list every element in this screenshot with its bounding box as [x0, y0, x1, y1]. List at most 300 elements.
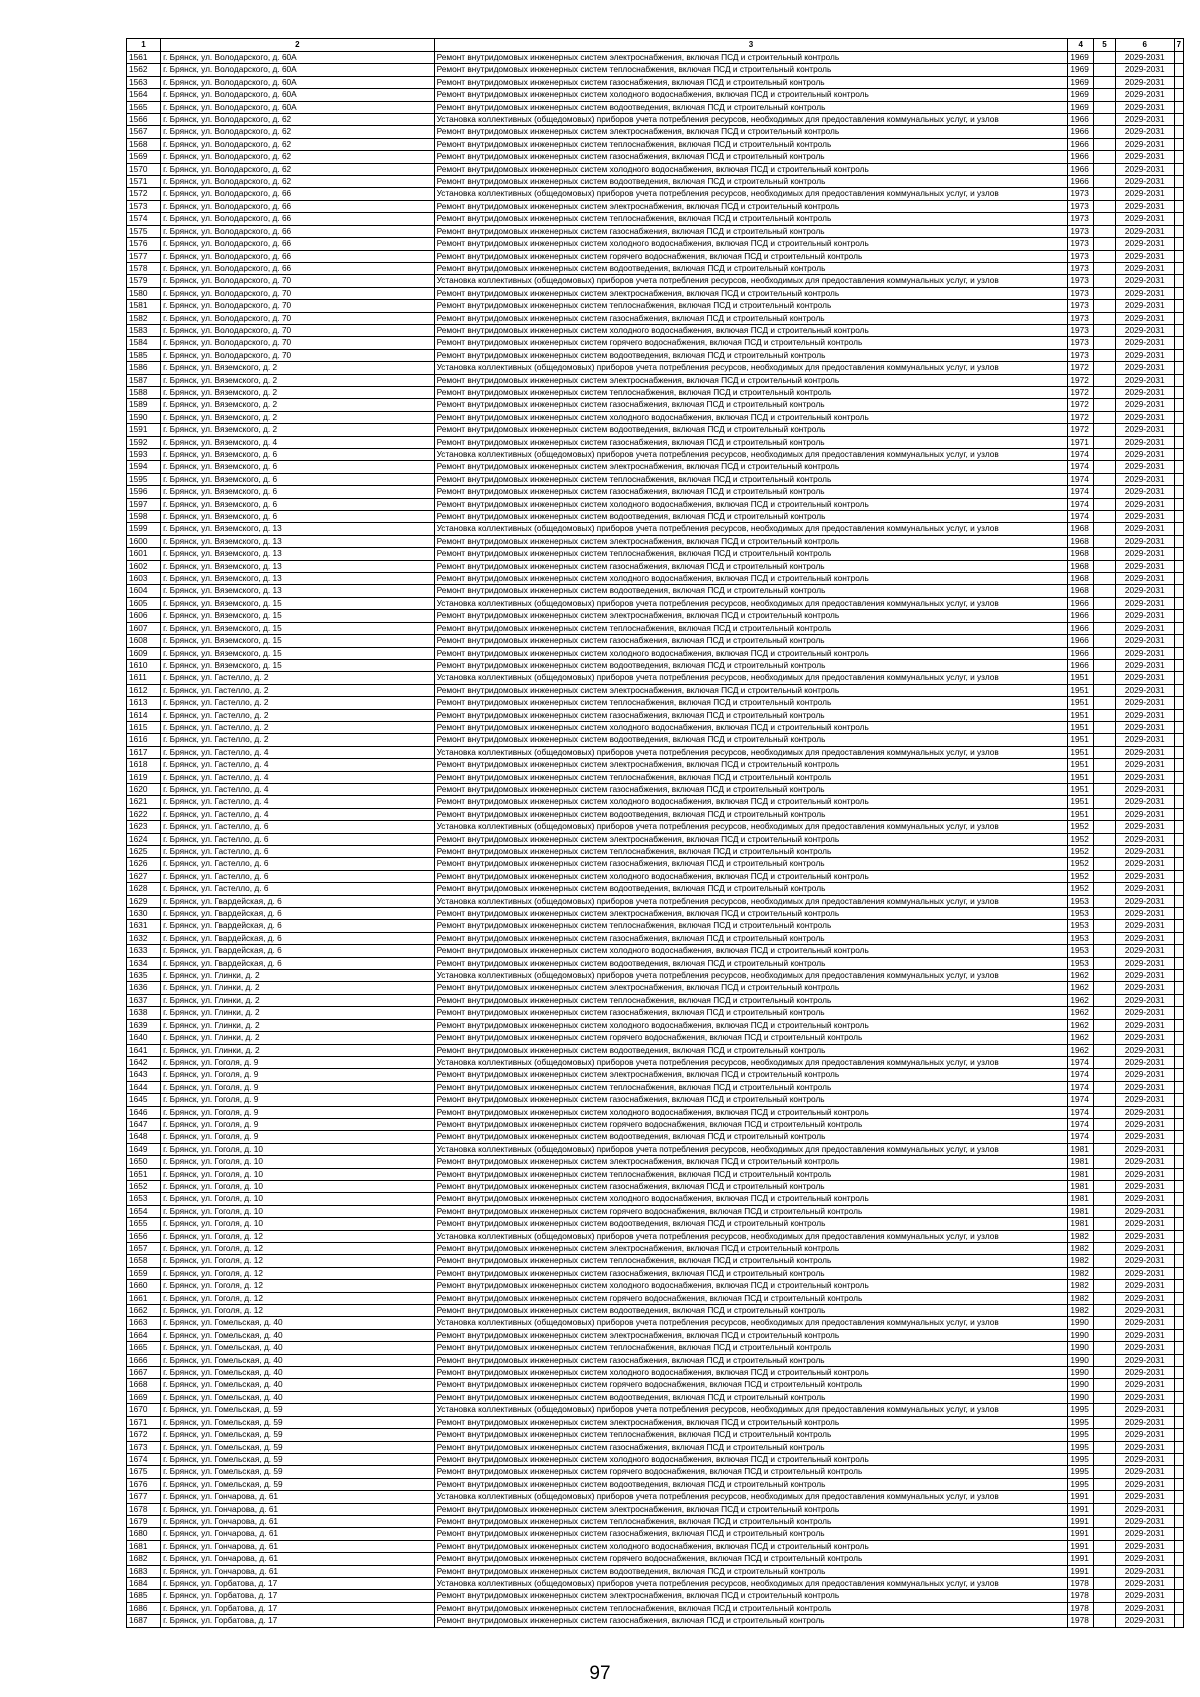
work-description: Установка коллективных (общедомовых) приборов учета потребления ресурсов, необходимых для предоставления коммунальных услуг, и узлов	[434, 970, 1068, 982]
works-table	[126, 38, 1184, 1628]
address: г. Брянск, ул. Гомельская, д. 40	[161, 1329, 435, 1341]
col7-cell	[1174, 275, 1183, 287]
work-description: Ремонт внутридомовых инженерных систем водоотведения, включая ПСД и строительный контроль	[434, 659, 1068, 671]
address: г. Брянск, ул. Гастелло, д. 4	[161, 783, 435, 795]
col5-cell	[1094, 821, 1116, 833]
period: 2029-2031	[1115, 734, 1174, 746]
build-year: 1968	[1068, 535, 1094, 547]
address: г. Брянск, ул. Гончарова, д. 61	[161, 1540, 435, 1552]
row-number: 1565	[127, 101, 161, 113]
col7-cell	[1174, 424, 1183, 436]
address: г. Брянск, ул. Володарского, д. 60А	[161, 89, 435, 101]
address: г. Брянск, ул. Вяземского, д. 15	[161, 597, 435, 609]
col7-cell	[1174, 1354, 1183, 1366]
address: г. Брянск, ул. Гоголя, д. 10	[161, 1168, 435, 1180]
row-number: 1614	[127, 709, 161, 721]
period: 2029-2031	[1115, 1354, 1174, 1366]
table-row	[127, 1466, 1184, 1478]
row-number: 1588	[127, 386, 161, 398]
row-number: 1650	[127, 1156, 161, 1168]
table-row	[127, 151, 1184, 163]
table-row	[127, 523, 1184, 535]
row-number: 1608	[127, 635, 161, 647]
table-row	[127, 1367, 1184, 1379]
period: 2029-2031	[1115, 1342, 1174, 1354]
work-description: Ремонт внутридомовых инженерных систем холодного водоснабжения, включая ПСД и строительный контроль	[434, 573, 1068, 585]
col5-cell	[1094, 1305, 1116, 1317]
col7-cell	[1174, 920, 1183, 932]
col5-cell	[1094, 1553, 1116, 1565]
address: г. Брянск, ул. Гвардейская, д. 6	[161, 945, 435, 957]
col5-cell	[1094, 1615, 1116, 1627]
address: г. Брянск, ул. Гоголя, д. 9	[161, 1069, 435, 1081]
build-year: 1981	[1068, 1168, 1094, 1180]
build-year: 1973	[1068, 287, 1094, 299]
row-number: 1564	[127, 89, 161, 101]
period: 2029-2031	[1115, 1267, 1174, 1279]
table-row	[127, 511, 1184, 523]
work-description: Ремонт внутридомовых инженерных систем газоснабжения, включая ПСД и строительный контроль	[434, 436, 1068, 448]
col-header-3: 3	[434, 39, 1068, 52]
table-row	[127, 721, 1184, 733]
row-number: 1599	[127, 523, 161, 535]
address: г. Брянск, ул. Вяземского, д. 15	[161, 635, 435, 647]
col7-cell	[1174, 895, 1183, 907]
col7-cell	[1174, 1205, 1183, 1217]
row-number: 1686	[127, 1602, 161, 1614]
period: 2029-2031	[1115, 386, 1174, 398]
table-row	[127, 1429, 1184, 1441]
row-number: 1609	[127, 647, 161, 659]
table-row	[127, 821, 1184, 833]
build-year: 1966	[1068, 635, 1094, 647]
col7-cell	[1174, 1032, 1183, 1044]
period: 2029-2031	[1115, 1540, 1174, 1552]
col7-cell	[1174, 213, 1183, 225]
address: г. Брянск, ул. Гоголя, д. 12	[161, 1243, 435, 1255]
work-description: Ремонт внутридомовых инженерных систем газоснабжения, включая ПСД и строительный контроль	[434, 225, 1068, 237]
build-year: 1974	[1068, 1106, 1094, 1118]
period: 2029-2031	[1115, 200, 1174, 212]
row-number: 1587	[127, 374, 161, 386]
row-number: 1678	[127, 1503, 161, 1515]
address: г. Брянск, ул. Вяземского, д. 2	[161, 374, 435, 386]
row-number: 1590	[127, 411, 161, 423]
period: 2029-2031	[1115, 163, 1174, 175]
col7-cell	[1174, 573, 1183, 585]
build-year: 1962	[1068, 1007, 1094, 1019]
build-year: 1991	[1068, 1528, 1094, 1540]
period: 2029-2031	[1115, 920, 1174, 932]
build-year: 1991	[1068, 1540, 1094, 1552]
period: 2029-2031	[1115, 262, 1174, 274]
period: 2029-2031	[1115, 188, 1174, 200]
address: г. Брянск, ул. Гастелло, д. 4	[161, 746, 435, 758]
col7-cell	[1174, 982, 1183, 994]
table-row	[127, 970, 1184, 982]
col5-cell	[1094, 808, 1116, 820]
col7-cell	[1174, 709, 1183, 721]
col7-cell	[1174, 721, 1183, 733]
col7-cell	[1174, 759, 1183, 771]
col7-cell	[1174, 858, 1183, 870]
build-year: 1974	[1068, 1118, 1094, 1130]
table-row	[127, 138, 1184, 150]
work-description: Установка коллективных (общедомовых) приборов учета потребления ресурсов, необходимых для предоставления коммунальных услуг, и узлов	[434, 275, 1068, 287]
col5-cell	[1094, 635, 1116, 647]
address: г. Брянск, ул. Гастелло, д. 4	[161, 759, 435, 771]
col5-cell	[1094, 1503, 1116, 1515]
col5-cell	[1094, 994, 1116, 1006]
build-year: 1962	[1068, 1032, 1094, 1044]
period: 2029-2031	[1115, 1565, 1174, 1577]
address: г. Брянск, ул. Гастелло, д. 4	[161, 808, 435, 820]
col7-cell	[1174, 1391, 1183, 1403]
build-year: 1952	[1068, 821, 1094, 833]
col7-cell	[1174, 1367, 1183, 1379]
row-number: 1685	[127, 1590, 161, 1602]
work-description: Ремонт внутридомовых инженерных систем теплоснабжения, включая ПСД и строительный контроль	[434, 1602, 1068, 1614]
table-row	[127, 1180, 1184, 1192]
work-description: Ремонт внутридомовых инженерных систем теплоснабжения, включая ПСД и строительный контроль	[434, 1429, 1068, 1441]
build-year: 1966	[1068, 622, 1094, 634]
col7-cell	[1174, 176, 1183, 188]
col5-cell	[1094, 138, 1116, 150]
period: 2029-2031	[1115, 1553, 1174, 1565]
col5-cell	[1094, 89, 1116, 101]
table-row	[127, 275, 1184, 287]
row-number: 1632	[127, 932, 161, 944]
col7-cell	[1174, 238, 1183, 250]
build-year: 1974	[1068, 449, 1094, 461]
col5-cell	[1094, 1478, 1116, 1490]
work-description: Ремонт внутридомовых инженерных систем теплоснабжения, включая ПСД и строительный контроль	[434, 548, 1068, 560]
period: 2029-2031	[1115, 932, 1174, 944]
col5-cell	[1094, 1515, 1116, 1527]
table-row	[127, 697, 1184, 709]
work-description: Ремонт внутридомовых инженерных систем электроснабжения, включая ПСД и строительный контроль	[434, 759, 1068, 771]
address: г. Брянск, ул. Гвардейская, д. 6	[161, 957, 435, 969]
address: г. Брянск, ул. Володарского, д. 60А	[161, 76, 435, 88]
col5-cell	[1094, 374, 1116, 386]
address: г. Брянск, ул. Володарского, д. 62	[161, 151, 435, 163]
table-body	[127, 52, 1184, 1628]
work-description: Ремонт внутридомовых инженерных систем холодного водоснабжения, включая ПСД и строительный контроль	[434, 1540, 1068, 1552]
col5-cell	[1094, 883, 1116, 895]
work-description: Установка коллективных (общедомовых) приборов учета потребления ресурсов, необходимых для предоставления коммунальных услуг, и узлов	[434, 746, 1068, 758]
build-year: 1951	[1068, 697, 1094, 709]
row-number: 1637	[127, 994, 161, 1006]
col7-cell	[1174, 250, 1183, 262]
col7-cell	[1174, 436, 1183, 448]
period: 2029-2031	[1115, 746, 1174, 758]
table-row	[127, 473, 1184, 485]
address: г. Брянск, ул. Гончарова, д. 61	[161, 1528, 435, 1540]
row-number: 1595	[127, 473, 161, 485]
table-row	[127, 1441, 1184, 1453]
col5-cell	[1094, 1069, 1116, 1081]
period: 2029-2031	[1115, 176, 1174, 188]
period: 2029-2031	[1115, 1230, 1174, 1242]
row-number: 1625	[127, 846, 161, 858]
period: 2029-2031	[1115, 225, 1174, 237]
table-row	[127, 262, 1184, 274]
build-year: 1973	[1068, 300, 1094, 312]
address: г. Брянск, ул. Гомельская, д. 40	[161, 1367, 435, 1379]
table-row	[127, 585, 1184, 597]
table-row	[127, 870, 1184, 882]
col5-cell	[1094, 1416, 1116, 1428]
col5-cell	[1094, 200, 1116, 212]
address: г. Брянск, ул. Глинки, д. 2	[161, 970, 435, 982]
build-year: 1968	[1068, 523, 1094, 535]
period: 2029-2031	[1115, 672, 1174, 684]
col7-cell	[1174, 188, 1183, 200]
col7-cell	[1174, 1156, 1183, 1168]
build-year: 1962	[1068, 970, 1094, 982]
build-year: 1995	[1068, 1478, 1094, 1490]
work-description: Установка коллективных (общедомовых) приборов учета потребления ресурсов, необходимых для предоставления коммунальных услуг, и узлов	[434, 1491, 1068, 1503]
table-row	[127, 597, 1184, 609]
table-row	[127, 1491, 1184, 1503]
col7-cell	[1174, 163, 1183, 175]
col5-cell	[1094, 1218, 1116, 1230]
table-row	[127, 287, 1184, 299]
work-description: Ремонт внутридомовых инженерных систем теплоснабжения, включая ПСД и строительный контроль	[434, 64, 1068, 76]
table-row	[127, 1515, 1184, 1527]
table-row	[127, 548, 1184, 560]
row-number: 1610	[127, 659, 161, 671]
build-year: 1969	[1068, 52, 1094, 64]
col7-cell	[1174, 498, 1183, 510]
address: г. Брянск, ул. Глинки, д. 2	[161, 994, 435, 1006]
table-row	[127, 957, 1184, 969]
build-year: 1995	[1068, 1404, 1094, 1416]
row-number: 1561	[127, 52, 161, 64]
col7-cell	[1174, 1379, 1183, 1391]
col5-cell	[1094, 1354, 1116, 1366]
period: 2029-2031	[1115, 1317, 1174, 1329]
build-year: 1966	[1068, 126, 1094, 138]
work-description: Ремонт внутридомовых инженерных систем холодного водоснабжения, включая ПСД и строительный контроль	[434, 163, 1068, 175]
build-year: 1951	[1068, 796, 1094, 808]
work-description: Ремонт внутридомовых инженерных систем газоснабжения, включая ПСД и строительный контроль	[434, 312, 1068, 324]
col7-cell	[1174, 1416, 1183, 1428]
row-number: 1574	[127, 213, 161, 225]
row-number: 1661	[127, 1292, 161, 1304]
col5-cell	[1094, 1329, 1116, 1341]
table-row	[127, 1081, 1184, 1093]
address: г. Брянск, ул. Вяземского, д. 6	[161, 473, 435, 485]
row-number: 1648	[127, 1131, 161, 1143]
period: 2029-2031	[1115, 126, 1174, 138]
col5-cell	[1094, 647, 1116, 659]
table-row	[127, 1143, 1184, 1155]
build-year: 1951	[1068, 759, 1094, 771]
table-row	[127, 1019, 1184, 1031]
table-row	[127, 684, 1184, 696]
row-number: 1662	[127, 1305, 161, 1317]
work-description: Ремонт внутридомовых инженерных систем водоотведения, включая ПСД и строительный контроль	[434, 808, 1068, 820]
work-description: Ремонт внутридомовых инженерных систем теплоснабжения, включая ПСД и строительный контроль	[434, 138, 1068, 150]
row-number: 1602	[127, 560, 161, 572]
col7-cell	[1174, 449, 1183, 461]
address: г. Брянск, ул. Вяземского, д. 13	[161, 560, 435, 572]
build-year: 1951	[1068, 746, 1094, 758]
page-number: 97	[589, 1663, 611, 1684]
build-year: 1966	[1068, 659, 1094, 671]
work-description: Установка коллективных (общедомовых) приборов учета потребления ресурсов, необходимых для предоставления коммунальных услуг, и узлов	[434, 672, 1068, 684]
work-description: Ремонт внутридомовых инженерных систем водоотведения, включая ПСД и строительный контроль	[434, 176, 1068, 188]
build-year: 1953	[1068, 957, 1094, 969]
work-description: Ремонт внутридомовых инженерных систем электроснабжения, включая ПСД и строительный контроль	[434, 535, 1068, 547]
row-number: 1664	[127, 1329, 161, 1341]
period: 2029-2031	[1115, 1503, 1174, 1515]
period: 2029-2031	[1115, 511, 1174, 523]
build-year: 1991	[1068, 1491, 1094, 1503]
row-number: 1636	[127, 982, 161, 994]
col7-cell	[1174, 535, 1183, 547]
period: 2029-2031	[1115, 982, 1174, 994]
period: 2029-2031	[1115, 399, 1174, 411]
work-description: Ремонт внутридомовых инженерных систем водоотведения, включая ПСД и строительный контроль	[434, 1131, 1068, 1143]
period: 2029-2031	[1115, 1416, 1174, 1428]
col7-cell	[1174, 1118, 1183, 1130]
build-year: 1981	[1068, 1205, 1094, 1217]
row-number: 1579	[127, 275, 161, 287]
period: 2029-2031	[1115, 362, 1174, 374]
row-number: 1568	[127, 138, 161, 150]
work-description: Ремонт внутридомовых инженерных систем газоснабжения, включая ПСД и строительный контроль	[434, 399, 1068, 411]
work-description: Ремонт внутридомовых инженерных систем газоснабжения, включая ПСД и строительный контроль	[434, 932, 1068, 944]
build-year: 1953	[1068, 932, 1094, 944]
table-row	[127, 1416, 1184, 1428]
address: г. Брянск, ул. Гоголя, д. 10	[161, 1205, 435, 1217]
row-number: 1647	[127, 1118, 161, 1130]
period: 2029-2031	[1115, 89, 1174, 101]
address: г. Брянск, ул. Гомельская, д. 59	[161, 1466, 435, 1478]
period: 2029-2031	[1115, 287, 1174, 299]
row-number: 1628	[127, 883, 161, 895]
col5-cell	[1094, 846, 1116, 858]
col7-cell	[1174, 1590, 1183, 1602]
row-number: 1600	[127, 535, 161, 547]
address: г. Брянск, ул. Гоголя, д. 9	[161, 1131, 435, 1143]
col5-cell	[1094, 1081, 1116, 1093]
row-number: 1644	[127, 1081, 161, 1093]
col7-cell	[1174, 1515, 1183, 1527]
period: 2029-2031	[1115, 52, 1174, 64]
table-row	[127, 250, 1184, 262]
build-year: 1972	[1068, 386, 1094, 398]
table-header-row	[127, 39, 1184, 52]
work-description: Ремонт внутридомовых инженерных систем холодного водоснабжения, включая ПСД и строительный контроль	[434, 1367, 1068, 1379]
col7-cell	[1174, 1615, 1183, 1627]
col7-cell	[1174, 1007, 1183, 1019]
period: 2029-2031	[1115, 709, 1174, 721]
work-description: Ремонт внутридомовых инженерных систем водоотведения, включая ПСД и строительный контроль	[434, 424, 1068, 436]
col5-cell	[1094, 188, 1116, 200]
row-number: 1671	[127, 1416, 161, 1428]
col5-cell	[1094, 511, 1116, 523]
col7-cell	[1174, 225, 1183, 237]
build-year: 1990	[1068, 1379, 1094, 1391]
table-row	[127, 114, 1184, 126]
table-row	[127, 176, 1184, 188]
address: г. Брянск, ул. Гоголя, д. 9	[161, 1106, 435, 1118]
address: г. Брянск, ул. Гомельская, д. 59	[161, 1429, 435, 1441]
period: 2029-2031	[1115, 895, 1174, 907]
table-row	[127, 486, 1184, 498]
row-number: 1622	[127, 808, 161, 820]
row-number: 1654	[127, 1205, 161, 1217]
work-description: Установка коллективных (общедомовых) приборов учета потребления ресурсов, необходимых для предоставления коммунальных услуг, и узлов	[434, 1317, 1068, 1329]
table-row	[127, 1205, 1184, 1217]
col5-cell	[1094, 176, 1116, 188]
build-year: 1966	[1068, 114, 1094, 126]
row-number: 1562	[127, 64, 161, 76]
table-row	[127, 1255, 1184, 1267]
col5-cell	[1094, 1118, 1116, 1130]
col7-cell	[1174, 1342, 1183, 1354]
address: г. Брянск, ул. Гончарова, д. 61	[161, 1565, 435, 1577]
col7-cell	[1174, 126, 1183, 138]
address: г. Брянск, ул. Гоголя, д. 10	[161, 1156, 435, 1168]
period: 2029-2031	[1115, 585, 1174, 597]
period: 2029-2031	[1115, 957, 1174, 969]
address: г. Брянск, ул. Володарского, д. 70	[161, 324, 435, 336]
work-description: Ремонт внутридомовых инженерных систем холодного водоснабжения, включая ПСД и строительный контроль	[434, 1106, 1068, 1118]
address: г. Брянск, ул. Гастелло, д. 6	[161, 846, 435, 858]
address: г. Брянск, ул. Вяземского, д. 15	[161, 622, 435, 634]
period: 2029-2031	[1115, 1292, 1174, 1304]
col5-cell	[1094, 362, 1116, 374]
address: г. Брянск, ул. Вяземского, д. 15	[161, 610, 435, 622]
work-description: Ремонт внутридомовых инженерных систем газоснабжения, включая ПСД и строительный контроль	[434, 1267, 1068, 1279]
period: 2029-2031	[1115, 535, 1174, 547]
col5-cell	[1094, 610, 1116, 622]
work-description: Установка коллективных (общедомовых) приборов учета потребления ресурсов, необходимых для предоставления коммунальных услуг, и узлов	[434, 821, 1068, 833]
period: 2029-2031	[1115, 1441, 1174, 1453]
col5-cell	[1094, 250, 1116, 262]
period: 2029-2031	[1115, 1193, 1174, 1205]
table-row	[127, 796, 1184, 808]
col7-cell	[1174, 957, 1183, 969]
col7-cell	[1174, 1404, 1183, 1416]
col7-cell	[1174, 1230, 1183, 1242]
work-description: Ремонт внутридомовых инженерных систем горячего водоснабжения, включая ПСД и строительный контроль	[434, 250, 1068, 262]
col7-cell	[1174, 76, 1183, 88]
row-number: 1638	[127, 1007, 161, 1019]
col5-cell	[1094, 1156, 1116, 1168]
work-description: Установка коллективных (общедомовых) приборов учета потребления ресурсов, необходимых для предоставления коммунальных услуг, и узлов	[434, 1143, 1068, 1155]
address: г. Брянск, ул. Гомельская, д. 40	[161, 1354, 435, 1366]
work-description: Ремонт внутридомовых инженерных систем водоотведения, включая ПСД и строительный контроль	[434, 1565, 1068, 1577]
build-year: 1969	[1068, 101, 1094, 113]
table-row	[127, 126, 1184, 138]
build-year: 1991	[1068, 1565, 1094, 1577]
build-year: 1969	[1068, 76, 1094, 88]
build-year: 1995	[1068, 1429, 1094, 1441]
row-number: 1591	[127, 424, 161, 436]
address: г. Брянск, ул. Вяземского, д. 13	[161, 585, 435, 597]
period: 2029-2031	[1115, 647, 1174, 659]
col7-cell	[1174, 1491, 1183, 1503]
work-description: Ремонт внутридомовых инженерных систем электроснабжения, включая ПСД и строительный контроль	[434, 1243, 1068, 1255]
col7-cell	[1174, 846, 1183, 858]
col7-cell	[1174, 1255, 1183, 1267]
row-number: 1596	[127, 486, 161, 498]
